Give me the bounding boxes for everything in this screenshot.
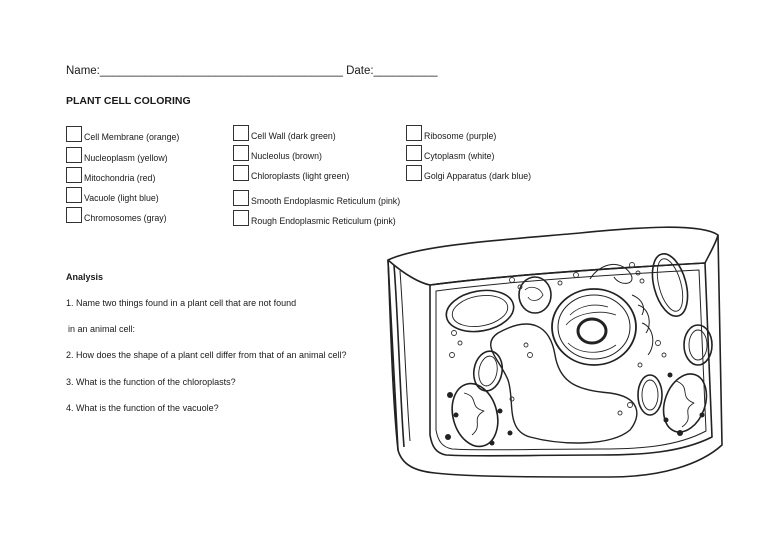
checklist-label: Smooth Endoplasmic Reticulum (pink) [251, 196, 401, 206]
checklist-item[interactable] [233, 125, 336, 141]
question-3: 3. What is the function of the chloroplasts? [66, 377, 236, 387]
checklist-label: Golgi Apparatus (dark blue) [424, 171, 532, 181]
checklist-item[interactable] [66, 126, 179, 142]
checkbox[interactable] [233, 165, 249, 181]
checklist-label: Chloroplasts (light green) [251, 171, 350, 181]
checklist-item[interactable] [233, 210, 396, 226]
checklist-item[interactable] [66, 167, 155, 183]
checklist-item[interactable] [233, 165, 349, 181]
checklist-label: Cytoplasm (white) [424, 151, 495, 161]
question-2: 2. How does the shape of a plant cell differ from that of an animal cell? [66, 350, 347, 360]
checkbox[interactable] [233, 145, 249, 161]
checklist-item[interactable] [66, 187, 159, 203]
checkbox[interactable] [66, 187, 82, 203]
question-4: 4. What is the function of the vacuole? [66, 403, 219, 413]
page-title: PLANT CELL COLORING [66, 95, 191, 107]
nucleolus [578, 319, 606, 343]
checklist-label: Rough Endoplasmic Reticulum (pink) [251, 216, 396, 226]
checklist-item[interactable] [66, 207, 167, 223]
checkbox[interactable] [66, 126, 82, 142]
name-date-line[interactable]: Name:______________________________________ Date:__________ [66, 65, 438, 77]
checklist-label: Chromosomes (gray) [84, 213, 167, 223]
checklist-label: Nucleoplasm (yellow) [84, 153, 168, 163]
checklist-item[interactable] [406, 145, 494, 161]
chloroplast [471, 349, 506, 393]
nucleus [552, 289, 636, 365]
question-1-continued: in an animal cell: [68, 324, 136, 334]
checkbox[interactable] [66, 147, 82, 163]
checklist-label: Cell Wall (dark green) [251, 131, 336, 141]
checklist-item[interactable] [406, 165, 531, 181]
checklist-item[interactable] [66, 147, 168, 163]
checklist-label: Nucleolus (brown) [251, 151, 322, 161]
checklist-label: Cell Membrane (orange) [84, 132, 180, 142]
plant-cell-diagram [380, 215, 732, 483]
checklist-item[interactable] [233, 145, 322, 161]
checklist-item[interactable] [406, 125, 496, 141]
mitochondrion [519, 277, 551, 313]
checkbox[interactable] [233, 210, 249, 226]
checkbox[interactable] [66, 167, 82, 183]
ribosomes [445, 373, 705, 446]
question-1: 1. Name two things found in a plant cell that are not found [66, 298, 297, 308]
vacuole [491, 324, 637, 443]
checklist-label: Vacuole (light blue) [84, 193, 159, 203]
checkbox[interactable] [233, 125, 249, 141]
chloroplast [646, 250, 693, 320]
checklist-item[interactable] [233, 190, 400, 206]
analysis-heading: Analysis [66, 272, 104, 282]
checkbox[interactable] [406, 165, 422, 181]
checkbox[interactable] [406, 145, 422, 161]
checkbox[interactable] [406, 125, 422, 141]
checkbox[interactable] [66, 207, 82, 223]
mitochondrion [656, 368, 714, 438]
checkbox[interactable] [233, 190, 249, 206]
checklist-label: Ribosome (purple) [424, 131, 497, 141]
checklist-label: Mitochondria (red) [84, 173, 156, 183]
